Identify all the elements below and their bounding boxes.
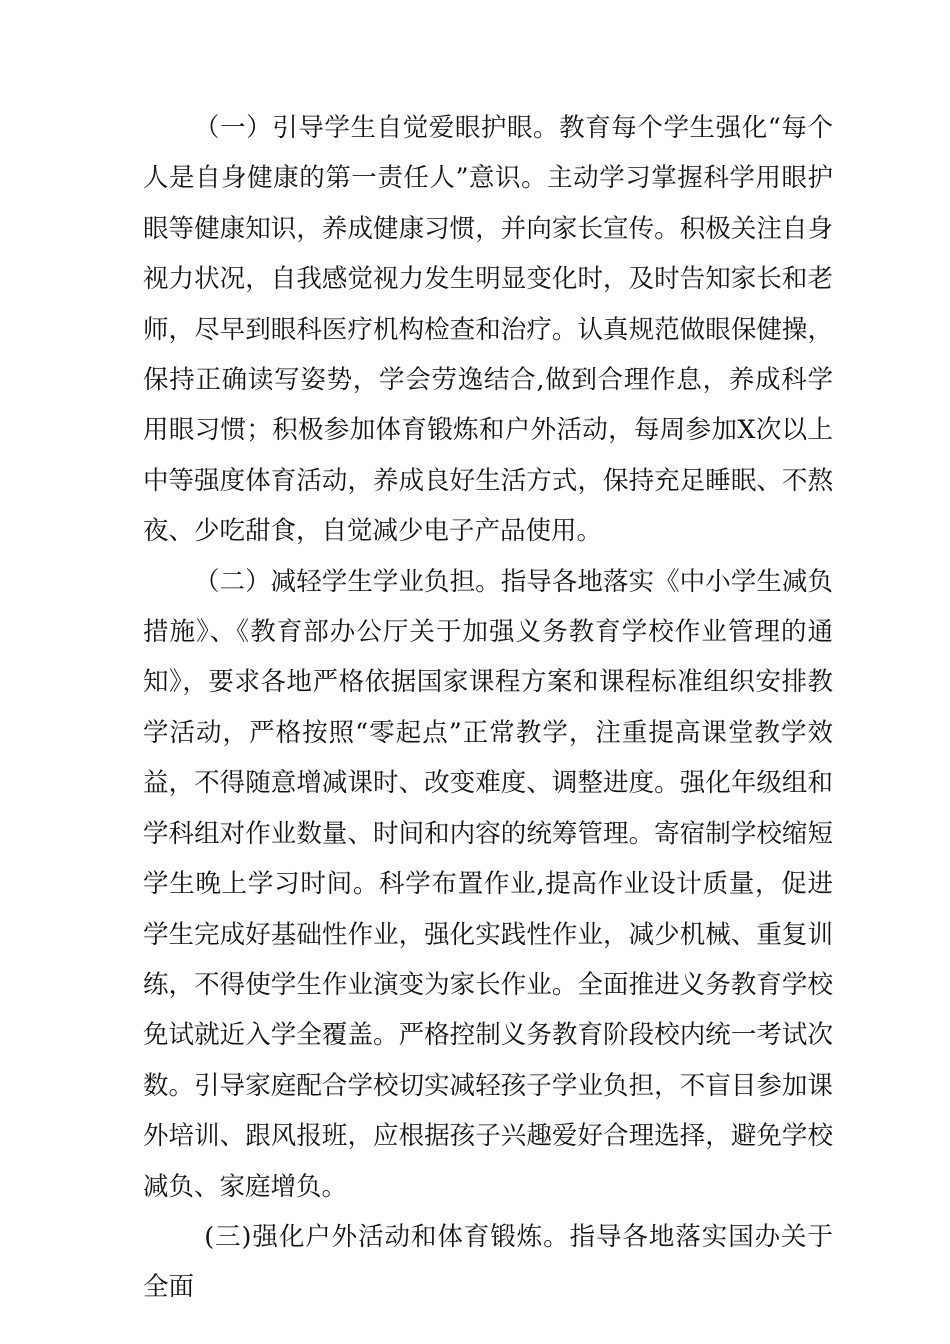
document-body (143, 103, 833, 1313)
paragraph-eye-care: （一）引导学生自觉爱眼护眼。教育每个学生强化“每个人是自身健康的第一责任人”意识。主动学习掌握科学用眼护眼等健康知识，养成健康习惯，并向家长宣传。积极关注自身视力状况，自我感觉视力发生明显变化时，及时告知家长和老师，尽早到眼科医疗机构检查和治疗。认真规范做眼保健操，保持正确读写姿势，学会劳逸结合,做到合理作息，养成科学用眼习惯；积极参加体育锻炼和户外活动，每周参加X次以上中等强度体育活动，养成良好生活方式，保持充足睡眠、不熬夜、少吃甜食，自觉减少电子产品使用。 (143, 113, 833, 547)
paragraph-reduce-burden: （二）减轻学生学业负担。指导各地落实《中小学生减负措施》、《教育部办公厅关于加强义务教育学校作业管理的通知》，要求各地严格依据国家课程方案和课程标准组织安排教学活动，严格按照“零起点”正常教学，注重提高课堂教学效益，不得随意增减课时、改变难度、调整进度。强化年级组和学科组对作业数量、时间和内容的统筹管理。寄宿制学校缩短学生晚上学习时间。科学布置作业,提高作业设计质量，促进学生完成好基础性作业，强化实践性作业，减少机械、重复训练，不得使学生作业演变为家长作业。全面推进义务教育学校免试就近入学全覆盖。严格控制义务教育阶段校内统一考试次数。引导家庭配合学校切实减轻孩子学业负担，不盲目参加课外培训、跟风报班，应根据孩子兴趣爱好合理选择，避免学校减负、家庭增负。 (143, 566, 833, 1202)
paragraph-outdoor-activity: (三)强化户外活动和体育锻炼。指导各地落实国办关于全面 (143, 1221, 833, 1303)
